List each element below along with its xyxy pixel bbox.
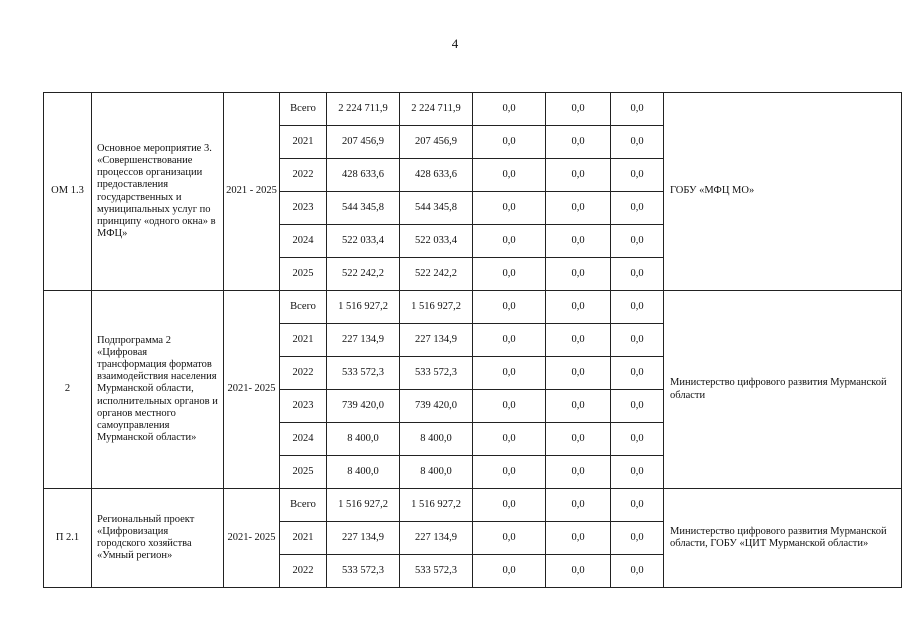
year-cell: 2022	[280, 357, 327, 390]
federal-value: 0,0	[473, 159, 546, 192]
row-code: ОМ 1.3	[44, 93, 92, 291]
local-value: 0,0	[546, 291, 611, 324]
local-value: 0,0	[546, 225, 611, 258]
row-period: 2021- 2025	[224, 291, 280, 489]
local-value: 0,0	[546, 126, 611, 159]
local-value: 0,0	[546, 456, 611, 489]
row-name: Основное мероприятие 3. «Совершенствование процессов организации предоставления государственных и муниципальных услуг по принципу «одного окна» в МФЦ»	[92, 93, 224, 291]
table-row	[44, 291, 902, 324]
other-value: 0,0	[611, 291, 664, 324]
other-value: 0,0	[611, 192, 664, 225]
other-value: 0,0	[611, 258, 664, 291]
total-value: 544 345,8	[327, 192, 400, 225]
local-value: 0,0	[546, 159, 611, 192]
local-value: 0,0	[546, 555, 611, 588]
total-value: 533 572,3	[327, 357, 400, 390]
regional-value: 8 400,0	[400, 423, 473, 456]
total-value: 522 033,4	[327, 225, 400, 258]
row-period: 2021- 2025	[224, 489, 280, 588]
federal-value: 0,0	[473, 93, 546, 126]
other-value: 0,0	[611, 489, 664, 522]
other-value: 0,0	[611, 93, 664, 126]
year-cell: 2022	[280, 159, 327, 192]
year-cell: 2021	[280, 522, 327, 555]
year-cell: 2021	[280, 126, 327, 159]
local-value: 0,0	[546, 423, 611, 456]
regional-value: 522 033,4	[400, 225, 473, 258]
regional-value: 533 572,3	[400, 357, 473, 390]
other-value: 0,0	[611, 522, 664, 555]
year-cell: Всего	[280, 291, 327, 324]
federal-value: 0,0	[473, 192, 546, 225]
federal-value: 0,0	[473, 357, 546, 390]
other-value: 0,0	[611, 324, 664, 357]
year-cell: 2023	[280, 390, 327, 423]
table-row	[44, 489, 902, 522]
regional-value: 428 633,6	[400, 159, 473, 192]
year-cell: 2024	[280, 225, 327, 258]
total-value: 227 134,9	[327, 324, 400, 357]
local-value: 0,0	[546, 390, 611, 423]
federal-value: 0,0	[473, 390, 546, 423]
other-value: 0,0	[611, 390, 664, 423]
row-name: Региональный проект «Цифровизация городского хозяйства «Умный регион»	[92, 489, 224, 588]
federal-value: 0,0	[473, 555, 546, 588]
year-cell: Всего	[280, 93, 327, 126]
total-value: 8 400,0	[327, 423, 400, 456]
federal-value: 0,0	[473, 291, 546, 324]
table-row	[44, 93, 902, 126]
regional-value: 2 224 711,9	[400, 93, 473, 126]
total-value: 1 516 927,2	[327, 291, 400, 324]
local-value: 0,0	[546, 489, 611, 522]
federal-value: 0,0	[473, 456, 546, 489]
total-value: 1 516 927,2	[327, 489, 400, 522]
other-value: 0,0	[611, 159, 664, 192]
total-value: 8 400,0	[327, 456, 400, 489]
year-cell: 2023	[280, 192, 327, 225]
other-value: 0,0	[611, 225, 664, 258]
regional-value: 207 456,9	[400, 126, 473, 159]
total-value: 533 572,3	[327, 555, 400, 588]
local-value: 0,0	[546, 522, 611, 555]
other-value: 0,0	[611, 423, 664, 456]
row-period: 2021 - 2025	[224, 93, 280, 291]
regional-value: 533 572,3	[400, 555, 473, 588]
regional-value: 1 516 927,2	[400, 489, 473, 522]
page-number: 4	[451, 36, 459, 51]
budget-table	[43, 92, 902, 588]
row-code: П 2.1	[44, 489, 92, 588]
total-value: 522 242,2	[327, 258, 400, 291]
federal-value: 0,0	[473, 423, 546, 456]
regional-value: 8 400,0	[400, 456, 473, 489]
row-executor: Министерство цифрового развития Мурманской области, ГОБУ «ЦИТ Мурманской области»	[664, 489, 902, 588]
year-cell: 2025	[280, 456, 327, 489]
local-value: 0,0	[546, 192, 611, 225]
year-cell: Всего	[280, 489, 327, 522]
total-value: 739 420,0	[327, 390, 400, 423]
year-cell: 2021	[280, 324, 327, 357]
regional-value: 227 134,9	[400, 522, 473, 555]
local-value: 0,0	[546, 357, 611, 390]
row-executor: ГОБУ «МФЦ МО»	[664, 93, 902, 291]
regional-value: 522 242,2	[400, 258, 473, 291]
regional-value: 227 134,9	[400, 324, 473, 357]
other-value: 0,0	[611, 456, 664, 489]
regional-value: 739 420,0	[400, 390, 473, 423]
federal-value: 0,0	[473, 126, 546, 159]
local-value: 0,0	[546, 93, 611, 126]
federal-value: 0,0	[473, 324, 546, 357]
local-value: 0,0	[546, 258, 611, 291]
regional-value: 544 345,8	[400, 192, 473, 225]
federal-value: 0,0	[473, 258, 546, 291]
year-cell: 2025	[280, 258, 327, 291]
total-value: 2 224 711,9	[327, 93, 400, 126]
federal-value: 0,0	[473, 225, 546, 258]
other-value: 0,0	[611, 357, 664, 390]
other-value: 0,0	[611, 555, 664, 588]
row-executor: Министерство цифрового развития Мурманской области	[664, 291, 902, 489]
federal-value: 0,0	[473, 522, 546, 555]
year-cell: 2022	[280, 555, 327, 588]
regional-value: 1 516 927,2	[400, 291, 473, 324]
year-cell: 2024	[280, 423, 327, 456]
row-code: 2	[44, 291, 92, 489]
other-value: 0,0	[611, 126, 664, 159]
total-value: 428 633,6	[327, 159, 400, 192]
federal-value: 0,0	[473, 489, 546, 522]
total-value: 227 134,9	[327, 522, 400, 555]
local-value: 0,0	[546, 324, 611, 357]
total-value: 207 456,9	[327, 126, 400, 159]
row-name: Подпрограмма 2 «Цифровая трансформация форматов взаимодействия населения Мурманской области, исполнительных органов и органов местного самоуправления Мурманской области»	[92, 291, 224, 489]
